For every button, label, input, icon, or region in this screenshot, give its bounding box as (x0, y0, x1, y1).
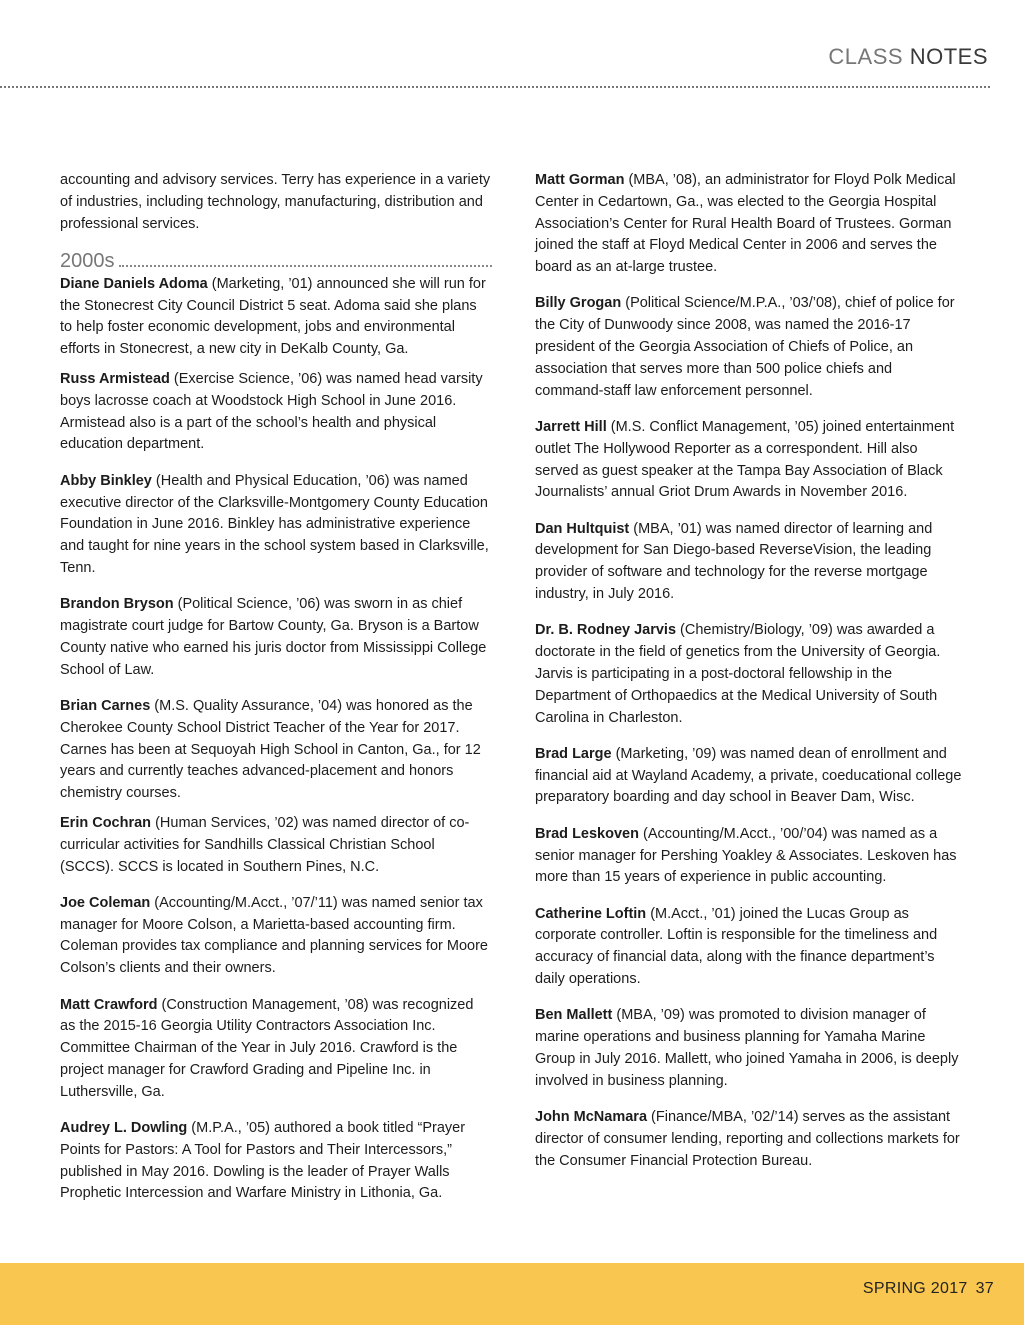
class-note-entry (535, 744, 963, 809)
alumni-name: Dr. B. Rodney Jarvis (535, 622, 677, 639)
class-note-entry (60, 369, 492, 456)
note-text: (Chemistry/Biology, ’09) was awarded a doctorate in the field of genetics from the University of Georgia. Jarvis is participating in a post-doctoral fellowship in the Department of Orthopaedics at the Medical University of South Carolina in Charleston. (535, 622, 941, 726)
class-note-entry (60, 594, 492, 681)
class-note-entry (60, 696, 492, 805)
decade-dotted-rule (119, 265, 493, 267)
note-text: (MBA, ’09) was promoted to division manager of marine operations and business planning for Yamaha Marine Group in July 2016. Mallett, who joined Yamaha in 2006, is deeply involved in business planning. (535, 1007, 959, 1089)
page-number: 37 (975, 1280, 994, 1297)
alumni-name: Erin Cochran (60, 814, 152, 831)
left-column (60, 170, 492, 1220)
decade-heading (60, 250, 492, 272)
right-column (535, 170, 963, 1187)
class-note-entry (535, 824, 963, 889)
class-note-entry (60, 995, 492, 1104)
alumni-name: Ben Mallett (535, 1007, 613, 1024)
header-dotted-rule (0, 86, 990, 88)
alumni-name: Brad Large (535, 745, 612, 762)
note-text: (Political Science/M.P.A., ’03/’08), chief of police for the City of Dunwoody since 2008, was named the 2016-17 president of the Georgia Association of Chiefs of Police, an association that serves more than 500 police chiefs and command-staff law enforcement personnel. (535, 295, 955, 399)
note-text: (M.S. Conflict Management, ’05) joined entertainment outlet The Hollywood Reporter as a correspondent. Hill also served as guest speaker at the Tampa Bay Association of Black Journalists’ annual Griot Drum Awards in November 2016. (535, 418, 955, 501)
note-text: (Health and Physical Education, ’06) was named executive director of the Clarksville-Montgomery County Education Foundation in June 2016. Binkley has administrative experience and taught for nine years in the school system based in Clarksville, Tenn. (60, 472, 489, 576)
issue-label: SPRING 2017 (862, 1280, 968, 1297)
note-text: (Finance/MBA, ’02/’14) serves as the assistant director of consumer lending, reporting and collections markets for the Consumer Financial Protection Bureau. (535, 1108, 960, 1169)
class-note-entry (60, 813, 492, 878)
note-text: (Marketing, ’09) was named dean of enrollment and financial aid at Wayland Academy, a private, coeducational college preparatory boarding and day school in Beaver Dam, Wisc. (535, 745, 962, 806)
alumni-name: Brian Carnes (60, 697, 151, 714)
note-text: (M.P.A., ’05) authored a book titled “Prayer Points for Pastors: A Tool for Pastors and Their Intercessors,” published in May 2016. Dowling is the leader of Prayer Walls Prophetic Intercession and Warfare Ministry in Lithonia, Ga. (60, 1119, 466, 1202)
alumni-name: Joe Coleman (60, 894, 151, 911)
class-note-entry (60, 471, 492, 580)
footer-folio (863, 1280, 994, 1298)
section-title (828, 44, 988, 70)
class-note-entry (535, 904, 963, 991)
section-title-notes: NOTES (909, 44, 988, 69)
alumni-name: Matt Crawford (60, 996, 158, 1013)
note-text: (Accounting/M.Acct., ’07/’11) was named senior tax manager for Moore Colson, a Marietta-based accounting firm. Coleman provides tax compliance and planning services for Moore Colson’s clients and their owners. (60, 894, 488, 977)
class-note-entry (535, 170, 963, 279)
alumni-name: Audrey L. Dowling (60, 1119, 188, 1136)
class-note-entry (60, 1118, 492, 1205)
note-text: (M.S. Quality Assurance, ’04) was honored as the Cherokee County School District Teacher of the Year for 2017. Carnes has been at Sequoyah High School in Canton, Ga., for 12 years and currently teaches advanced-placement and honors chemistry courses. (60, 697, 481, 802)
note-text: (M.Acct., ’01) joined the Lucas Group as corporate controller. Loftin is responsible for the timeliness and accuracy of financial data, along with the finance department’s daily operations. (535, 905, 938, 987)
alumni-name: Matt Gorman (535, 172, 625, 188)
alumni-name: Catherine Loftin (535, 905, 647, 922)
class-note-entry (535, 1107, 963, 1172)
class-note-entry (60, 893, 492, 980)
class-note-entry (535, 1005, 963, 1092)
note-text: (Political Science, ’06) was sworn in as chief magistrate court judge for Bartow County, Ga. Bryson is a Bartow County native who earned his juris doctor from Mississippi College School of Law. (60, 596, 487, 678)
note-text: (Accounting/M.Acct., ’00/’04) was named as a senior manager for Pershing Yoakley & Associates. Leskoven has more than 15 years of experience in public accounting. (535, 825, 957, 886)
section-title-class: CLASS (828, 44, 904, 69)
class-note-entry (535, 519, 963, 606)
intro-paragraph: accounting and advisory services. Terry has experience in a variety of industries, including technology, manufacturing, distribution and professional services. (60, 172, 491, 232)
alumni-name: Brad Leskoven (535, 825, 639, 842)
alumni-name: Billy Grogan (535, 295, 622, 312)
alumni-name: Abby Binkley (60, 472, 152, 489)
note-text: (MBA, ’08), an administrator for Floyd Polk Medical Center in Cedartown, Ga., was elected to the Georgia Hospital Association’s Center for Rural Health Board of Trustees. Gorman joined the staff at Floyd Medical Center in 2006 and serves the board as an at-large trustee. (535, 172, 956, 276)
note-text: (Human Services, ’02) was named director of co-curricular activities for Sandhills Classical Christian School (SCCS). SCCS is located in Southern Pines, N.C. (60, 814, 470, 875)
alumni-name: Dan Hultquist (535, 520, 630, 537)
class-note-entry (60, 274, 492, 361)
note-text: (Marketing, ’01) announced she will run for the Stonecrest City Council District 5 seat. Adoma said she plans to help foster economic development, jobs and environmental efforts in Stonecrest, a new city in DeKalb County, Ga. (60, 275, 486, 358)
class-note-entry (535, 417, 963, 504)
alumni-name: John McNamara (535, 1108, 648, 1125)
alumni-name: Jarrett Hill (535, 418, 607, 435)
alumni-name: Brandon Bryson (60, 596, 174, 613)
class-note-entry (535, 620, 963, 729)
note-text: (MBA, ’01) was named director of learning and development for San Diego-based ReverseVision, the leading provider of software and technology for the reverse mortgage industry, in July 2016. (535, 520, 933, 603)
note-text: (Exercise Science, ’06) was named head varsity boys lacrosse coach at Woodstock High School in June 2016. Armistead also is a part of the school’s health and physical education department. (60, 371, 483, 453)
class-note-entry (535, 293, 963, 402)
alumni-name: Diane Daniels Adoma (60, 275, 208, 292)
alumni-name: Russ Armistead (60, 371, 170, 388)
footer-band (0, 1263, 1024, 1325)
note-text: (Construction Management, ’08) was recognized as the 2015-16 Georgia Utility Contractors Association Inc. Committee Chairman of the Year in July 2016. Crawford is the project manager for Crawford Grading and Pipeline Inc. in Luthersville, Ga. (60, 996, 474, 1100)
decade-label: 2000s (60, 249, 115, 272)
